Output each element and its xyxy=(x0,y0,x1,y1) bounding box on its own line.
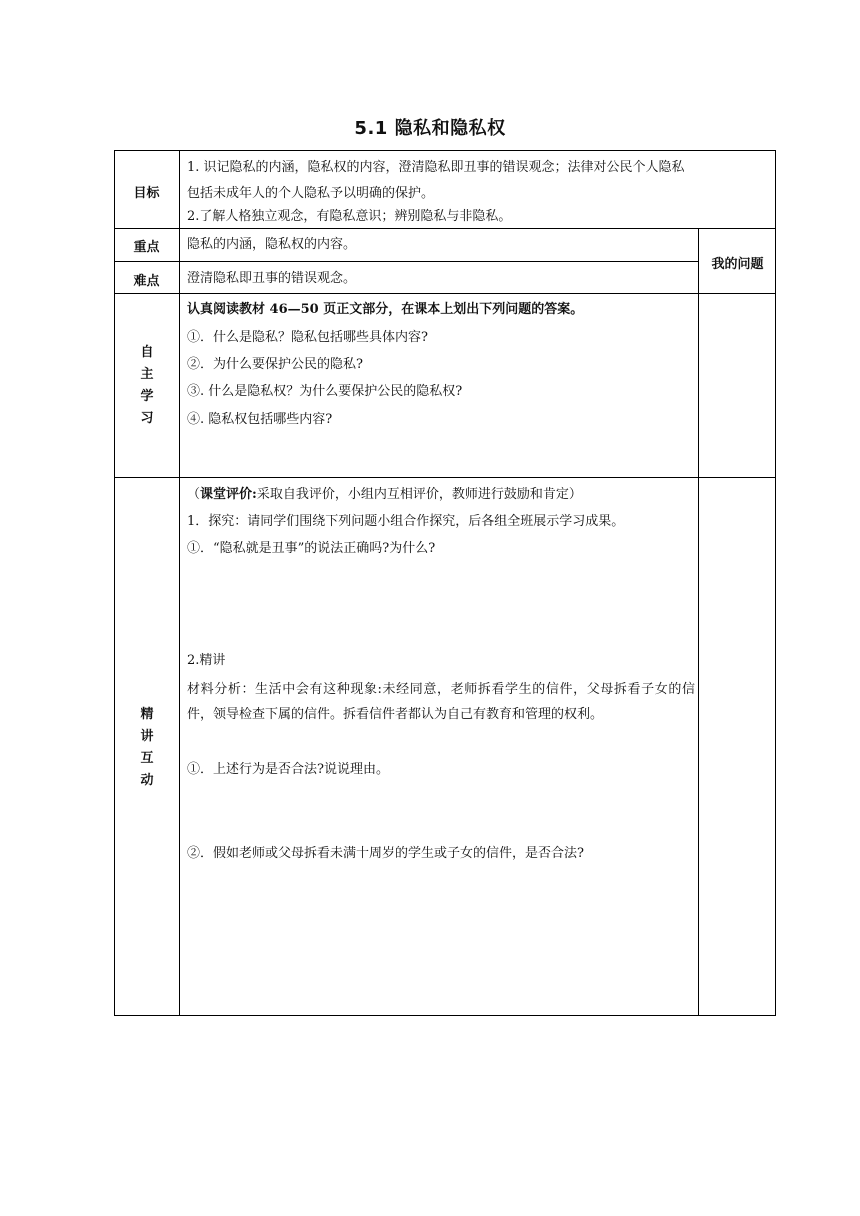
lecture-question: ②．假如老师或父母拆看未满十周岁的学生或子女的信件，是否合法? xyxy=(187,846,584,861)
key-point-text: 隐私的内涵，隐私权的内容。 xyxy=(187,237,357,252)
goal-label: 目标 xyxy=(133,186,160,201)
explore-instruction: 1．探究：请同学们围绕下列问题小组合作探究，后各组全班展示学习成果。 xyxy=(187,514,625,529)
self-study-label: 自 主 学 习 xyxy=(140,345,154,426)
row-divider xyxy=(114,261,699,262)
row-divider xyxy=(114,293,776,294)
explore-question: ①．“隐私就是丑事”的说法正确吗?为什么? xyxy=(187,541,436,556)
self-study-question: ②．为什么要保护公民的隐私? xyxy=(187,357,363,372)
evaluation-line: （课堂评价:采取自我评价，小组内互相评价，教师进行鼓励和肯定） xyxy=(187,487,582,502)
goal-line-3: 2.了解人格独立观念，有隐私意识；辨别隐私与非隐私。 xyxy=(187,209,512,224)
self-study-question: ③. 什么是隐私权？为什么要保护公民的隐私权? xyxy=(187,384,463,399)
column-divider xyxy=(179,150,180,1016)
page-title: 5.1 隐私和隐私权 xyxy=(354,118,506,139)
row-divider xyxy=(114,477,776,478)
my-question-label: 我的问题 xyxy=(711,257,764,272)
goal-line-2: 包括未成年人的个人隐私予以明确的保护。 xyxy=(187,186,435,201)
key-point-label: 重点 xyxy=(133,240,160,255)
lecture-title: 2.精讲 xyxy=(187,653,226,668)
self-study-instruction: 认真阅读教材 46—50 页正文部分，在课本上划出下列问题的答案。 xyxy=(187,302,584,317)
lecture-question: ①．上述行为是否合法?说说理由。 xyxy=(187,762,389,777)
difficulty-text: 澄清隐私即丑事的错误观念。 xyxy=(187,271,357,286)
interaction-label: 精 讲 互 动 xyxy=(140,707,154,788)
material-analysis: 材料分析：生活中会有这种现象:未经同意，老师拆看学生的信件，父母拆看子女的信件，领导检查下属的信件。拆看信件者都认为自己有教育和管理的权利。 xyxy=(187,682,695,722)
self-study-question: ①．什么是隐私？隐私包括哪些具体内容? xyxy=(187,330,428,345)
row-divider xyxy=(114,228,776,229)
difficulty-label: 难点 xyxy=(133,274,160,289)
goal-line-1: 1. 识记隐私的内涵，隐私权的内容，澄清隐私即丑事的错误观念；法律对公民个人隐私 xyxy=(187,160,685,175)
self-study-question: ④. 隐私权包括哪些内容? xyxy=(187,412,333,427)
column-divider xyxy=(698,228,699,1016)
